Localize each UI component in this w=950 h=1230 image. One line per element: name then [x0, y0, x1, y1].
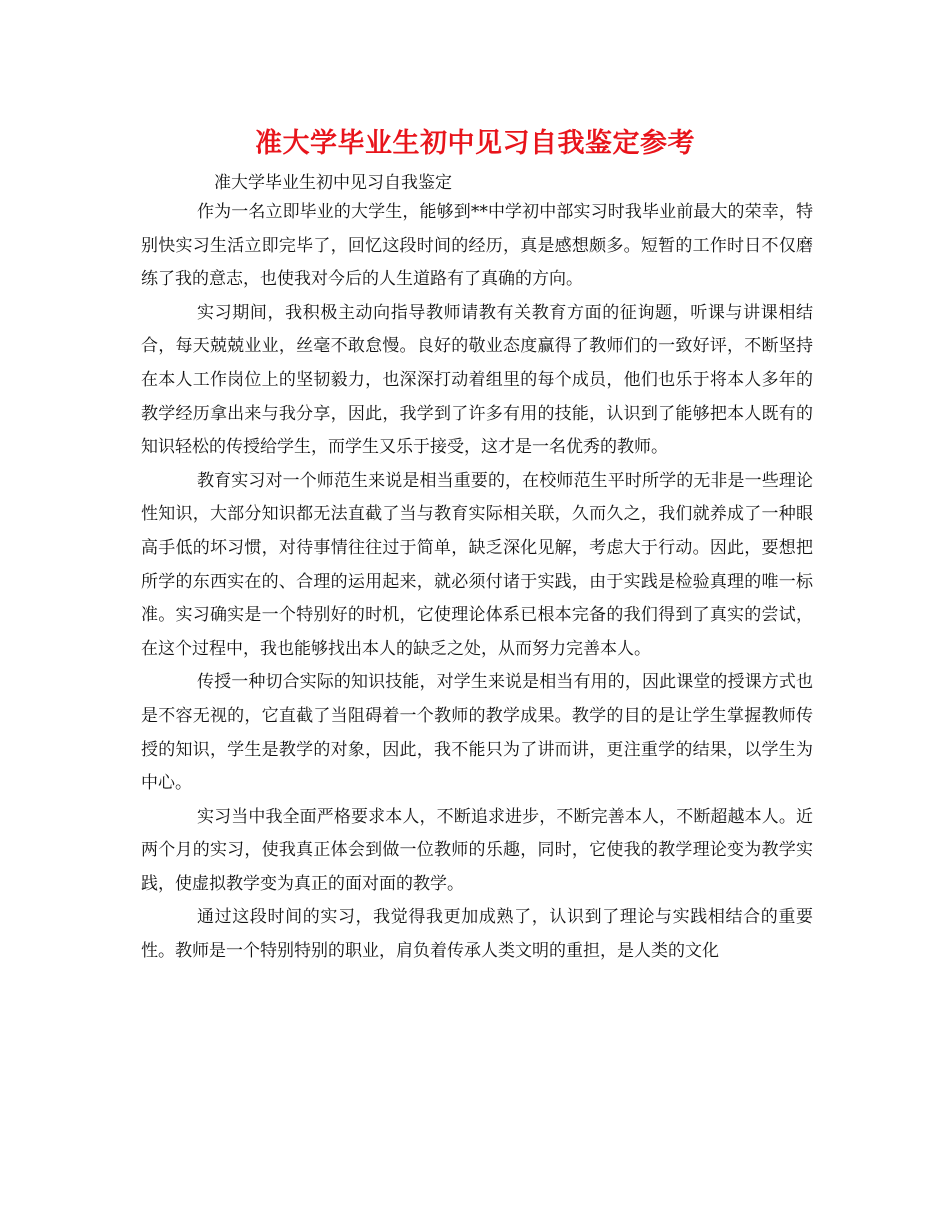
paragraph-5: 实习当中我全面严格要求本人，不断追求进步，不断完善本人，不断超越本人。近两个月的实习，使我真正体会到做一位教师的乐趣，同时，它使我的教学理论变为教学实践，使虚拟教学变为真正的面对面的教学。 [141, 806, 813, 894]
paragraph-3: 教育实习对一个师范生来说是相当重要的，在校师范生平时所学的无非是一些理论性知识，大部分知识都无法直截了当与教育实际相关联，久而久之，我们就养成了一种眼高手低的坏习惯，对待事情往往过于简单，缺乏深化见解，考虑大于行动。因此，要想把所学的东西实在的、合理的运用起来，就必须付诸于实践，由于实践是检验真理的唯一标准。实习确实是一个特别好的时机，它使理论体系已根本完备的我们得到了真实的尝试，在这个过程中，我也能够找出本人的缺乏之处，从而努力完善本人。 [141, 470, 813, 659]
paragraph-4: 传授一种切合实际的知识技能，对学生来说是相当有用的，因此课堂的授课方式也是不容无视的，它直截了当阻碍着一个教师的教学成果。教学的目的是让学生掌握教师传授的知识，学生是教学的对象，因此，我不能只为了讲而讲，更注重学的结果，以学生为中心。 [141, 672, 813, 794]
paragraph-2: 实习期间，我积极主动向指导教师请教有关教育方面的征询题，听课与讲课相结合，每天兢兢业业，丝毫不敢怠慢。良好的敬业态度赢得了教师们的一致好评，不断坚持在本人工作岗位上的坚韧毅力，也深深打动着组里的每个成员，他们也乐于将本人多年的教学经历拿出来与我分享，因此，我学到了许多有用的技能，认识到了能够把本人既有的知识轻松的传授给学生，而学生又乐于接受，这才是一名优秀的教师。 [141, 302, 813, 458]
document-title: 准大学毕业生初中见习自我鉴定参考 [255, 128, 695, 159]
document-body [141, 196, 813, 969]
document-subtitle: 准大学毕业生初中见习自我鉴定 [214, 173, 452, 193]
paragraph-1: 作为一名立即毕业的大学生，能够到**中学初中部实习时我毕业前最大的荣幸，特别快实习生活立即完毕了，回忆这段时间的经历，真是感想颇多。短暂的工作时日不仅磨练了我的意志，也使我对今后的人生道路有了真确的方向。 [141, 202, 813, 290]
paragraph-6: 通过这段时间的实习，我觉得我更加成熟了，认识到了理论与实践相结合的重要性。教师是一个特别特别的职业，肩负着传承人类文明的重担，是人类的文化 [141, 907, 813, 962]
